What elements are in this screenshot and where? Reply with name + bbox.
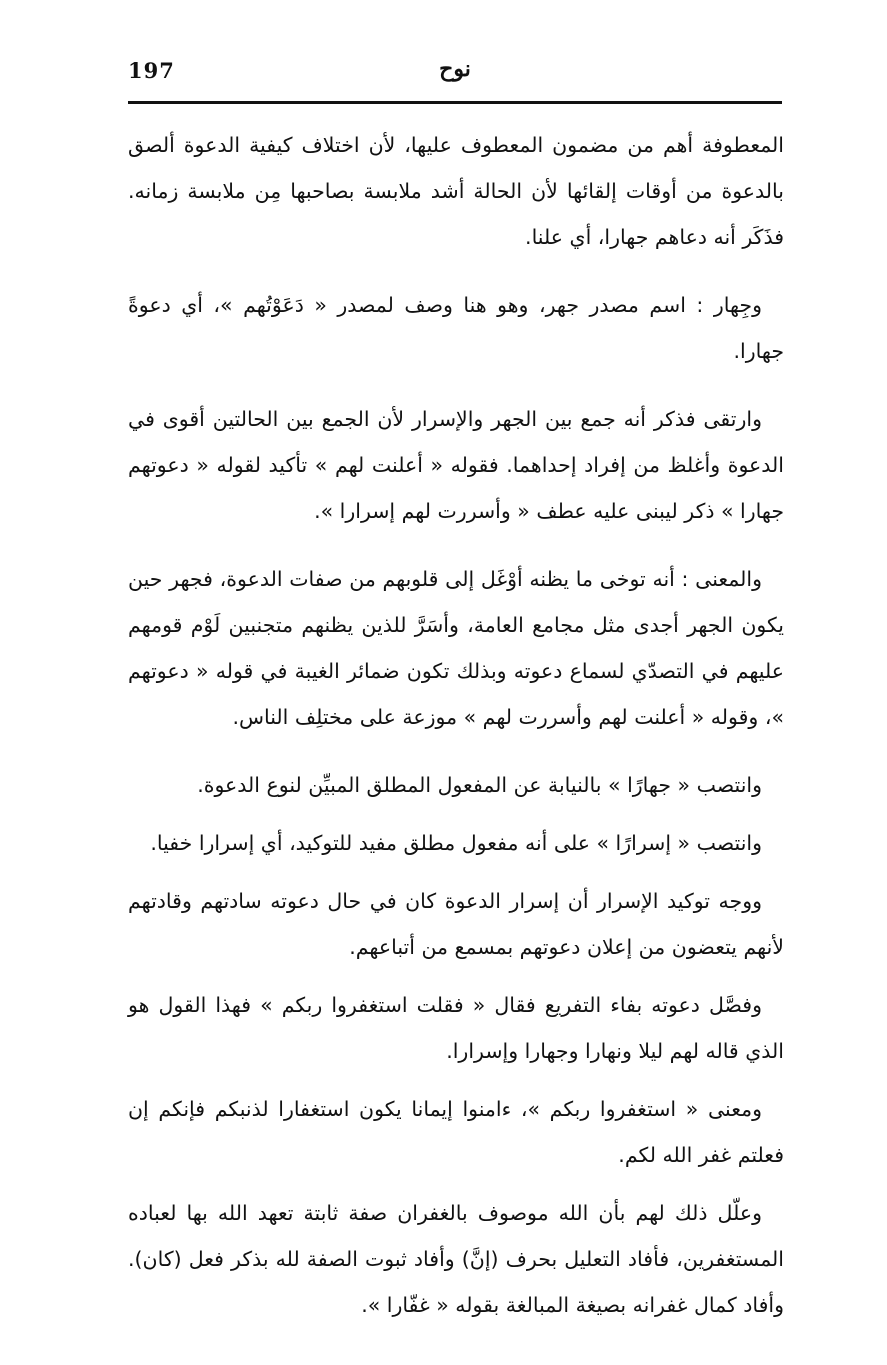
paragraph-7: ووجه توكيد الإسرار أن إسرار الدعوة كان في حال دعوته سادتهم وقادتهم لأنهم يتعضون من إعلان دعوتهم بمسمع من أتباعهم. [128, 889, 784, 959]
paragraph-10: وعلّل ذلك لهم بأن الله موصوف بالغفران صفة ثابتة تعهد الله بها لعباده المستغفرين، فأفاد التعليل بحرف (إنَّ) وأفاد ثبوت الصفة لله بذكر فعل (كان). وأفاد كمال غفرانه بصيغة المبالغة بقوله « غفّارا ». [128, 1201, 784, 1317]
paragraph-4: والمعنى : أنه توخى ما يظنه أوْغَل إلى قلوبهم من صفات الدعوة، فجهر حين يكون الجهر أجدى مثل مجامع العامة، وأسَرَّ للذين يظنهم متجنبين لَوْم قومهم عليهم في التصدّي لسماع دعوته وبذلك تكون ضمائر الغيبة في قوله « دعوتهم »، وقوله « أعلنت لهم وأسررت لهم » موزعة على مختلِف الناس. [128, 567, 784, 729]
page-number: 197 [128, 58, 175, 83]
page-header [128, 52, 782, 92]
header-divider [128, 101, 782, 104]
paragraph-3: وارتقى فذكر أنه جمع بين الجهر والإسرار لأن الجمع بين الحالتين أقوى في الدعوة وأغلظ من إفراد إحداهما. فقوله « أعلنت لهم » تأكيد لقوله « دعوتهم جهارا » ذكر ليبنى عليه عطف « وأسررت لهم إسرارا ». [128, 407, 784, 523]
running-title: نوح [439, 56, 471, 82]
paragraph-8: وفصَّل دعوته بفاء التفريع فقال « فقلت استغفروا ربكم » فهذا القول هو الذي قاله لهم ليلا ونهارا وجهارا وإسرارا. [128, 993, 784, 1063]
paragraph-6: وانتصب « إسرارًا » على أنه مفعول مطلق مفيد للتوكيد، أي إسرارا خفيا. [150, 831, 762, 855]
paragraph-5: وانتصب « جهارًا » بالنيابة عن المفعول المطلق المبيِّن لنوع الدعوة. [197, 773, 762, 797]
page-body [128, 122, 784, 1328]
paragraph-2: وجِهار : اسم مصدر جهر، وهو هنا وصف لمصدر « دَعَوْتُهم »، أي دعوةً جهارا. [128, 293, 784, 363]
paragraph-9: ومعنى « استغفروا ربكم »، ءامنوا إيمانا يكون استغفارا لذنبكم فإنكم إن فعلتم غفر الله لكم. [128, 1097, 784, 1167]
paragraph-1: المعطوفة أهم من مضمون المعطوف عليها، لأن اختلاف كيفية الدعوة ألصق بالدعوة من أوقات إلقائها لأن الحالة أشد ملابسة بصاحبها مِن ملابسة زمانه. فذَكَر أنه دعاهم جهارا، أي علنا. [128, 133, 784, 249]
